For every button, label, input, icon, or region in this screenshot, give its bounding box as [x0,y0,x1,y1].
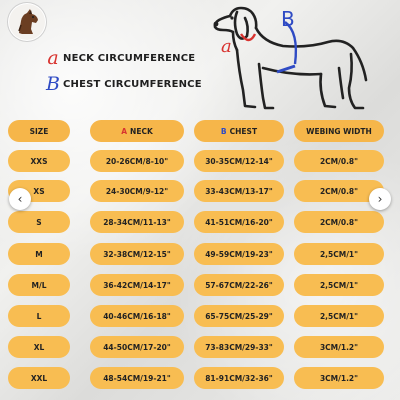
header-neck-label: NECK [130,126,153,136]
table-cell-webbing: 3CM/1.2" [294,367,384,389]
table-cell-chest: 33-43CM/13-17" [194,180,284,202]
chevron-right-icon: › [377,192,383,206]
table-cell-size: M/L [8,274,70,296]
table-cell-webbing: 2CM/0.8" [294,150,384,172]
chest-legend-label: CHEST CIRCUMFERENCE [63,78,202,90]
table-cell-chest: 41-51CM/16-20" [194,211,284,233]
table-cell-size: XXS [8,150,70,172]
carousel-prev-button[interactable] [9,188,31,210]
table-cell-neck: 24-30CM/9-12" [90,180,184,202]
table-cell-chest: 65-75CM/25-29" [194,305,284,327]
table-cell-chest: 49-59CM/19-23" [194,243,284,265]
header-neck-mark: A [121,126,128,136]
table-cell-webbing: 2CM/0.8" [294,180,384,202]
table-cell-webbing: 2CM/0.8" [294,211,384,233]
table-cell-size: M [8,243,70,265]
table-cell-neck: 36-42CM/14-17" [90,274,184,296]
table-cell-neck: 40-46CM/16-18" [90,305,184,327]
table-cell-chest: 30-35CM/12-14" [194,150,284,172]
table-cell-size: L [8,305,70,327]
header-neck [90,120,184,142]
table-cell-neck: 32-38CM/12-15" [90,243,184,265]
table-cell-webbing: 2,5CM/1" [294,274,384,296]
table-cell-neck: 28-34CM/11-13" [90,211,184,233]
table-cell-neck: 44-50CM/17-20" [90,336,184,358]
table-cell-size: XXL [8,367,70,389]
table-cell-size: XL [8,336,70,358]
table-cell-neck: 20-26CM/8-10" [90,150,184,172]
table-cell-chest: 73-83CM/29-33" [194,336,284,358]
neck-legend-label: NECK CIRCUMFERENCE [63,52,196,64]
table-cell-chest: 81-91CM/32-36" [194,367,284,389]
neck-mark: a [47,46,59,69]
table-cell-webbing: 2,5CM/1" [294,305,384,327]
table-cell-neck: 48-54CM/19-21" [90,367,184,389]
table-cell-webbing: 2,5CM/1" [294,243,384,265]
table-cell-size: S [8,211,70,233]
chest-mark: B [46,72,60,95]
header-chest-label: CHEST [229,126,258,136]
table-cell-chest: 57-67CM/22-26" [194,274,284,296]
header-chest [194,120,284,142]
header-webbing: WEBING WIDTH [294,120,384,142]
table-cell-webbing: 3CM/1.2" [294,336,384,358]
table-cell-size: XS [8,180,70,202]
header-chest-mark: B [220,126,227,136]
chevron-left-icon: ‹ [17,192,23,206]
header-size: SIZE [8,120,70,142]
diagram-neck-mark: a [221,36,232,57]
diagram-chest-mark: B [281,7,295,31]
carousel-next-button[interactable] [369,188,391,210]
